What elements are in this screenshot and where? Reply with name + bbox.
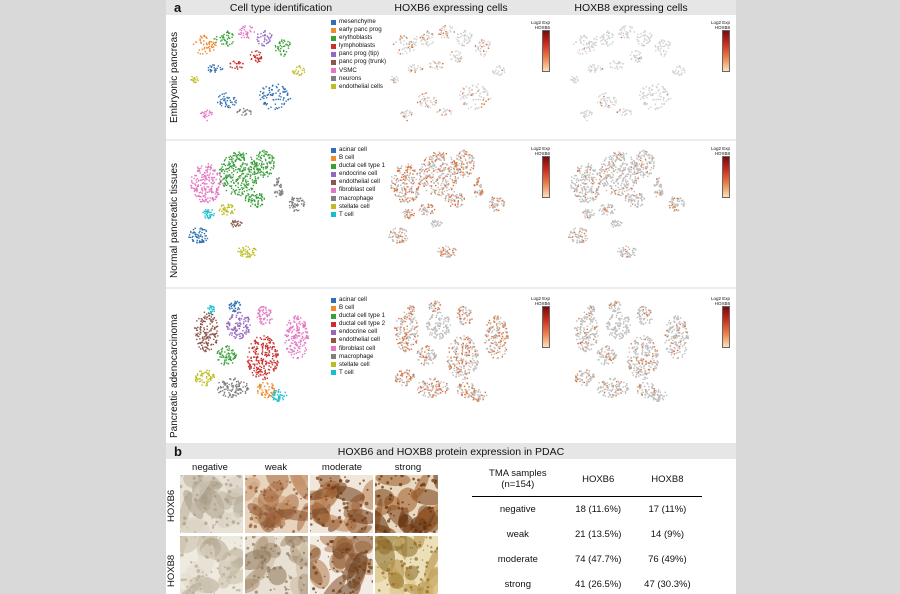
ihc-texture — [310, 475, 373, 533]
legend-swatch — [331, 68, 336, 73]
tsne-pdac-celltype — [186, 291, 326, 413]
legend-label: fibroblast cell — [339, 186, 376, 194]
legend-item — [331, 146, 385, 154]
legend-item — [331, 178, 385, 186]
colorbar-hoxb8-row3 — [711, 296, 730, 348]
legend-label: panc prog (tip) — [339, 50, 379, 58]
colorbar-gene: HOXB6 — [534, 25, 551, 30]
tsne-scatter — [386, 16, 526, 138]
legend-item — [331, 320, 385, 328]
ihc-image — [310, 536, 373, 594]
ihc-col-weak: weak — [264, 462, 288, 473]
colorbar-label: Log2 Exp — [711, 20, 731, 25]
ihc-texture — [245, 536, 308, 594]
row-label-embryonic: Embryonic pancreas — [169, 31, 180, 123]
legend-swatch — [331, 314, 336, 319]
row-label-normal: Normal pancreatic tissues — [169, 162, 180, 278]
table-row — [472, 522, 702, 547]
tma-cell-hoxb6: 74 (47.7%) — [574, 553, 622, 565]
legend-label: endothelial cells — [339, 82, 384, 90]
tma-row-label: moderate — [497, 553, 538, 565]
legend-label: mesenchyme — [339, 18, 376, 25]
tma-header-hoxb6: HOXB6 — [564, 466, 633, 497]
legend-item — [331, 328, 385, 336]
legend-swatch — [331, 156, 336, 161]
legend-swatch — [331, 338, 336, 343]
tsne-scatter — [386, 291, 526, 413]
ihc-image — [180, 475, 243, 533]
colorbar-label: Log2 Exp — [531, 146, 551, 151]
tma-row-label: strong — [504, 578, 531, 590]
tsne-embryonic-hoxb6 — [386, 16, 526, 138]
legend-item — [331, 170, 385, 178]
legend-label: acinar cell — [339, 296, 367, 303]
legend-label: stellate cell — [339, 202, 370, 210]
tsne-scatter — [186, 291, 326, 413]
colorbar-gene: HOXB6 — [534, 151, 551, 156]
colorbar-gene: HOXB8 — [714, 25, 731, 30]
legend-item — [331, 162, 385, 170]
colorbar-hoxb6-row2 — [531, 146, 550, 198]
legend-item — [331, 203, 385, 211]
legend-item — [331, 75, 386, 83]
legend-label: endocrine cell — [339, 170, 378, 178]
tsne-scatter — [566, 16, 706, 138]
colorbar-gene: HOXB6 — [534, 301, 551, 306]
legend-swatch — [331, 172, 336, 177]
col-title-hoxb6: HOXB6 expressing cells — [394, 2, 508, 14]
legend-label: T cell — [339, 368, 354, 376]
legend-label: B cell — [339, 304, 355, 312]
tsne-normal-hoxb6 — [386, 143, 526, 265]
ihc-image — [375, 536, 438, 594]
ihc-texture — [180, 536, 243, 594]
ihc-col-moderate: moderate — [321, 462, 363, 473]
legend-swatch — [331, 188, 336, 193]
legend-item — [331, 34, 386, 42]
legend-item — [331, 154, 385, 162]
legend-item — [331, 296, 385, 304]
tma-cell-hoxb6: 41 (26.5%) — [574, 578, 622, 590]
colorbar-hoxb8-row2 — [711, 146, 730, 198]
tsne-embryonic-hoxb8 — [566, 16, 706, 138]
legend-swatch — [331, 354, 336, 359]
legend-item — [331, 195, 385, 203]
tma-cell-hoxb6: 21 (13.5%) — [574, 528, 622, 540]
tma-table — [472, 466, 702, 594]
panel-b-letter: b — [174, 444, 182, 459]
legend-item — [331, 50, 386, 58]
panel-a-letter: a — [174, 0, 182, 15]
legend-swatch — [331, 196, 336, 201]
tma-header-row — [472, 466, 702, 497]
legend-item — [331, 353, 385, 361]
legend-item — [331, 361, 385, 369]
colorbar-gradient — [542, 156, 550, 198]
tma-cell-hoxb8: 47 (30.3%) — [644, 578, 691, 590]
tma-cell-hoxb6: 18 (11.6%) — [575, 503, 622, 515]
ihc-image — [180, 536, 243, 594]
legend-swatch — [331, 84, 336, 89]
legend-item — [331, 18, 386, 26]
legend-swatch — [331, 180, 336, 185]
colorbar-hoxb6-row1 — [531, 20, 550, 72]
tsne-scatter — [386, 143, 526, 265]
table-row — [472, 547, 702, 572]
legend-swatch — [331, 362, 336, 367]
legend-item — [331, 67, 386, 75]
colorbar-gradient — [722, 306, 730, 348]
legend-label: ductal cell type 1 — [339, 312, 386, 320]
colorbar-gradient — [542, 306, 550, 348]
legend-label: ductal cell type 1 — [339, 162, 386, 170]
legend-swatch — [331, 306, 336, 311]
tma-cell-hoxb8: 76 (49%) — [648, 553, 687, 565]
legend-label: erythoblasts — [339, 34, 373, 42]
legend-normal — [331, 146, 385, 219]
legend-label: VSMC — [339, 66, 357, 74]
tma-cell-hoxb8: 14 (9%) — [650, 528, 685, 540]
legend-label: panc prog (trunk) — [339, 58, 387, 66]
tsne-scatter — [186, 143, 326, 265]
legend-label: B cell — [339, 154, 355, 162]
legend-swatch — [331, 20, 336, 25]
ihc-image — [375, 475, 438, 533]
ihc-row-hoxb8: HOXB8 — [166, 554, 177, 587]
legend-label: ductal cell type 2 — [339, 320, 386, 328]
ihc-texture — [310, 536, 373, 594]
ihc-col-strong: strong — [394, 462, 422, 473]
legend-item — [331, 42, 386, 50]
legend-swatch — [331, 148, 336, 153]
legend-label: endothelial cell — [339, 336, 380, 344]
legend-label: endocrine cell — [339, 328, 378, 336]
colorbar-label: Log2 Exp — [711, 296, 731, 301]
table-row — [472, 497, 702, 522]
colorbar-gradient — [722, 156, 730, 198]
legend-item — [331, 58, 386, 66]
tsne-pdac-hoxb6 — [386, 291, 526, 413]
panel-b-title: HOXB6 and HOXB8 protein expression in PDAC — [337, 446, 565, 458]
tma-header-samples: TMA samples (n=154) — [472, 466, 564, 497]
legend-label: neurons — [339, 74, 362, 82]
col-title-hoxb8: HOXB8 expressing cells — [574, 2, 688, 14]
legend-item — [331, 186, 385, 194]
legend-swatch — [331, 330, 336, 335]
colorbar-gene: HOXB8 — [714, 301, 731, 306]
tsne-embryonic-celltype — [186, 16, 326, 138]
ihc-texture — [245, 475, 308, 533]
legend-pdac — [331, 296, 385, 377]
colorbar-gradient — [722, 30, 730, 72]
legend-item — [331, 304, 385, 312]
colorbar-hoxb6-row3 — [531, 296, 550, 348]
colorbar-gradient — [542, 30, 550, 72]
legend-swatch — [331, 44, 336, 49]
legend-item — [331, 26, 386, 34]
tsne-scatter — [566, 291, 706, 413]
legend-label: lymphoblasts — [339, 42, 376, 50]
row-divider — [166, 287, 736, 289]
tma-row-label: weak — [506, 528, 529, 540]
legend-swatch — [331, 298, 336, 303]
tsne-scatter — [566, 143, 706, 265]
ihc-row-hoxb6: HOXB6 — [166, 489, 177, 522]
legend-item — [331, 83, 386, 91]
row-divider — [166, 139, 736, 141]
ihc-image — [245, 475, 308, 533]
legend-item — [331, 211, 385, 219]
legend-label: T cell — [339, 210, 354, 218]
tsne-scatter — [186, 16, 326, 138]
legend-swatch — [331, 212, 336, 217]
legend-swatch — [331, 346, 336, 351]
legend-label: acinar cell — [339, 146, 367, 153]
col-title-cell-type: Cell type identification — [229, 2, 333, 14]
ihc-texture — [375, 536, 438, 594]
tma-header-hoxb8: HOXB8 — [633, 466, 702, 497]
ihc-image — [310, 475, 373, 533]
legend-label: endothelial cell — [339, 178, 380, 186]
colorbar-hoxb8-row1 — [711, 20, 730, 72]
tsne-normal-hoxb8 — [566, 143, 706, 265]
legend-label: macrophage — [339, 352, 374, 360]
legend-swatch — [331, 164, 336, 169]
legend-item — [331, 369, 385, 377]
legend-label: stellate cell — [339, 360, 370, 368]
legend-item — [331, 345, 385, 353]
legend-swatch — [331, 36, 336, 41]
tsne-normal-celltype — [186, 143, 326, 265]
table-row — [472, 572, 702, 594]
ihc-col-negative: negative — [192, 462, 228, 473]
legend-item — [331, 336, 385, 344]
colorbar-label: Log2 Exp — [531, 20, 551, 25]
legend-item — [331, 312, 385, 320]
tma-cell-hoxb8: 17 (11%) — [648, 503, 687, 515]
figure-panel — [166, 0, 736, 594]
legend-swatch — [331, 204, 336, 209]
legend-embryonic — [331, 18, 386, 91]
legend-swatch — [331, 28, 336, 33]
colorbar-gene: HOXB8 — [714, 151, 731, 156]
legend-swatch — [331, 76, 336, 81]
colorbar-label: Log2 Exp — [711, 146, 731, 151]
legend-swatch — [331, 322, 336, 327]
ihc-image — [245, 536, 308, 594]
legend-label: fibroblast cell — [339, 344, 376, 352]
legend-swatch — [331, 370, 336, 375]
colorbar-label: Log2 Exp — [531, 296, 551, 301]
ihc-texture — [375, 475, 438, 533]
legend-label: early panc prog — [339, 26, 382, 34]
ihc-texture — [180, 475, 243, 533]
legend-swatch — [331, 60, 336, 65]
row-label-pdac: Pancreatic adenocarcinoma — [169, 314, 180, 438]
tsne-pdac-hoxb8 — [566, 291, 706, 413]
tma-row-label: negative — [499, 503, 536, 515]
legend-label: macrophage — [339, 194, 374, 202]
legend-swatch — [331, 52, 336, 57]
